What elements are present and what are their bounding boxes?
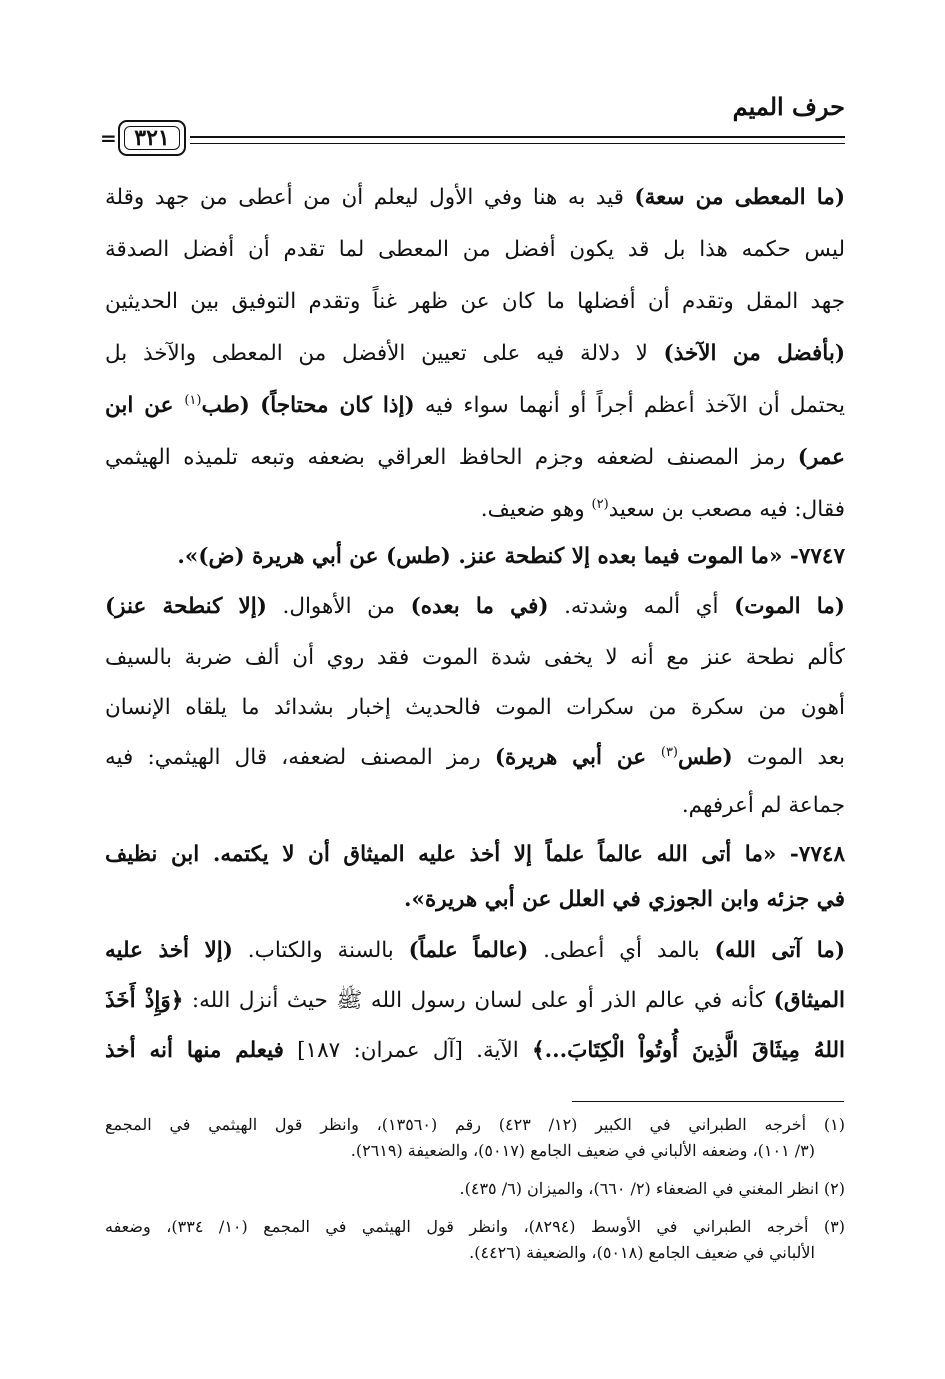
footnote-marker: (٢): [591, 496, 609, 512]
text-line: [105, 638, 845, 678]
text-run: ليس حكمه هذا بل قد يكون أفضل من المعطى لما تقدم أن أفضل الصدقة: [105, 237, 845, 262]
text-run: (إلا كنطحة عنز): [105, 594, 267, 619]
text-run: ٧٧٤٧- «ما الموت فيما بعده إلا كنطحة عنز. (طس) عن أبي هريرة (ض)».: [177, 544, 845, 569]
text-run: (بأفضل من الآخذ): [663, 341, 845, 366]
footnote-line: (٣/ ١٠١)، وضعفه الألباني في ضعيف الجامع (٥٠١٧)، والضعيفة (٢٦١٩).: [350, 1141, 815, 1160]
text-run: بعد الموت: [732, 745, 845, 770]
text-run: (إلا أخذ عليه: [105, 938, 233, 963]
page-number-frame: [118, 120, 186, 156]
text-line: [177, 537, 845, 577]
text-line: [105, 738, 845, 778]
text-run: رمز المصنف لضعفه وجزم الحافظ العراقي بضعفه وتبعه تلميذه الهيثمي: [105, 445, 798, 470]
text-run: جماعة لم أعرفهم.: [681, 793, 845, 818]
text-run: قيد به هنا وفي الأول ليعلم أن من أعطى من جهد وقلة: [105, 185, 635, 210]
text-run: من الأهوال.: [266, 594, 411, 619]
text-run: (ما الموت): [734, 594, 845, 619]
text-line: [105, 230, 845, 270]
footnote-line: (٢) انظر المغني في الضعفاء (٢/ ٦٦٠)، والميزان (٦/ ٤٣٥).: [459, 1179, 845, 1198]
text-line: [105, 334, 845, 374]
text-run: في جزئه وابن الجوزي في العلل عن أبي هريرة».: [404, 887, 845, 912]
text-run: عن أبي هريرة): [494, 745, 661, 770]
text-run: أي ألمه وشدته.: [548, 594, 735, 619]
text-run: جهد المقل وتقدم أن أفضلها ما كان عن ظهر غناً وتقدم التوفيق بين الحديثين: [105, 289, 845, 314]
text-line: [105, 931, 845, 971]
text-line: [105, 1031, 845, 1071]
text-run: (ما آتى الله): [714, 938, 845, 963]
text-run: ﴿وَإِذْ أَخَذَ: [105, 988, 184, 1013]
text-run: عن ابن: [105, 393, 185, 418]
text-line: [682, 786, 845, 826]
page-number-side-mark: =: [100, 126, 117, 150]
page-number: ٣٢١: [134, 125, 170, 151]
header-rule-top: [190, 136, 845, 138]
footnote-marker: (١): [184, 392, 202, 408]
text-run: فقال: فيه مصعب بن سعيد: [608, 497, 845, 522]
text-run: (إذا كان محتاجاً): [260, 393, 415, 418]
footnote-separator: [572, 1101, 844, 1102]
footnote-line: (١) أخرجه الطبراني في الكبير (١٢/ ٤٢٣) رقم (١٣٥٦٠)، وانظر قول الهيثمي في المجمع: [105, 1115, 845, 1134]
footnote-line: الألباني في ضعيف الجامع (٥٠١٨)، والضعيفة (٤٤٢٦).: [469, 1243, 815, 1262]
text-run: (عالماً علماً): [408, 938, 529, 963]
text-line: [105, 688, 845, 728]
text-line: [105, 438, 845, 478]
footnote-marker: (٣): [660, 744, 678, 760]
text-run: كألم نطحة عنز مع أنه لا يخفى شدة الموت فقد روي أن ألف ضربة بالسيف: [105, 645, 845, 670]
text-run: كأنه في عالم الذر أو على لسان رسول الله ﷺ حيث أنزل الله:: [183, 988, 774, 1013]
text-run: (طس: [678, 745, 733, 770]
text-run: عمر): [797, 445, 845, 470]
text-run: لا دلالة فيه على تعيين الأفضل من المعطى والآخذ بل: [105, 341, 664, 366]
text-run: بالسنة والكتاب.: [232, 938, 409, 963]
text-line: [105, 386, 845, 426]
text-run: يحتمل أن الآخذ أعظم أجراً أو أنهما سواء فيه: [414, 393, 845, 418]
text-line: [105, 178, 845, 218]
text-run: الميثاق): [773, 988, 845, 1013]
text-run: اللهُ مِيثَاقَ الَّذِينَ أُوتُواْ الْكِتَابَ...﴾: [532, 1038, 845, 1063]
text-line: [481, 490, 845, 530]
text-line: [105, 282, 845, 322]
text-line: [404, 880, 845, 920]
text-line: [105, 835, 845, 875]
footnote-line: (٣) أخرجه الطبراني في الأوسط (٨٢٩٤)، وانظر قول الهيثمي في المجمع (١٠/ ٣٣٤)، وضعفه: [105, 1217, 845, 1236]
text-run: رمز المصنف لضعفه، قال الهيثمي: فيه: [105, 745, 495, 770]
text-run: بالمد أي أعطى.: [528, 938, 715, 963]
text-run: ٧٧٤٨- «ما أتى الله عالماً علماً إلا أخذ عليه الميثاق أن لا يكتمه. ابن نظيف: [105, 842, 845, 867]
header-rule-bottom: [190, 143, 845, 144]
text-run: (في ما بعده): [410, 594, 549, 619]
text-line: [105, 587, 845, 627]
text-run: [250, 393, 260, 418]
text-run: أهون من سكرة من سكرات الموت فالحديث إخبار بشدائد ما يلقاه الإنسان: [105, 695, 845, 720]
text-run: (ما المعطى من سعة): [634, 185, 845, 210]
text-run: وهو ضعيف.: [480, 497, 592, 522]
text-run: (طب: [201, 393, 250, 418]
text-run: الآية. [آل عمران: ١٨٧]: [283, 1038, 533, 1063]
text-line: [105, 981, 845, 1021]
text-run: فيعلم منها أنه أخذ: [105, 1038, 284, 1063]
chapter-title: حرف الميم: [732, 92, 845, 121]
